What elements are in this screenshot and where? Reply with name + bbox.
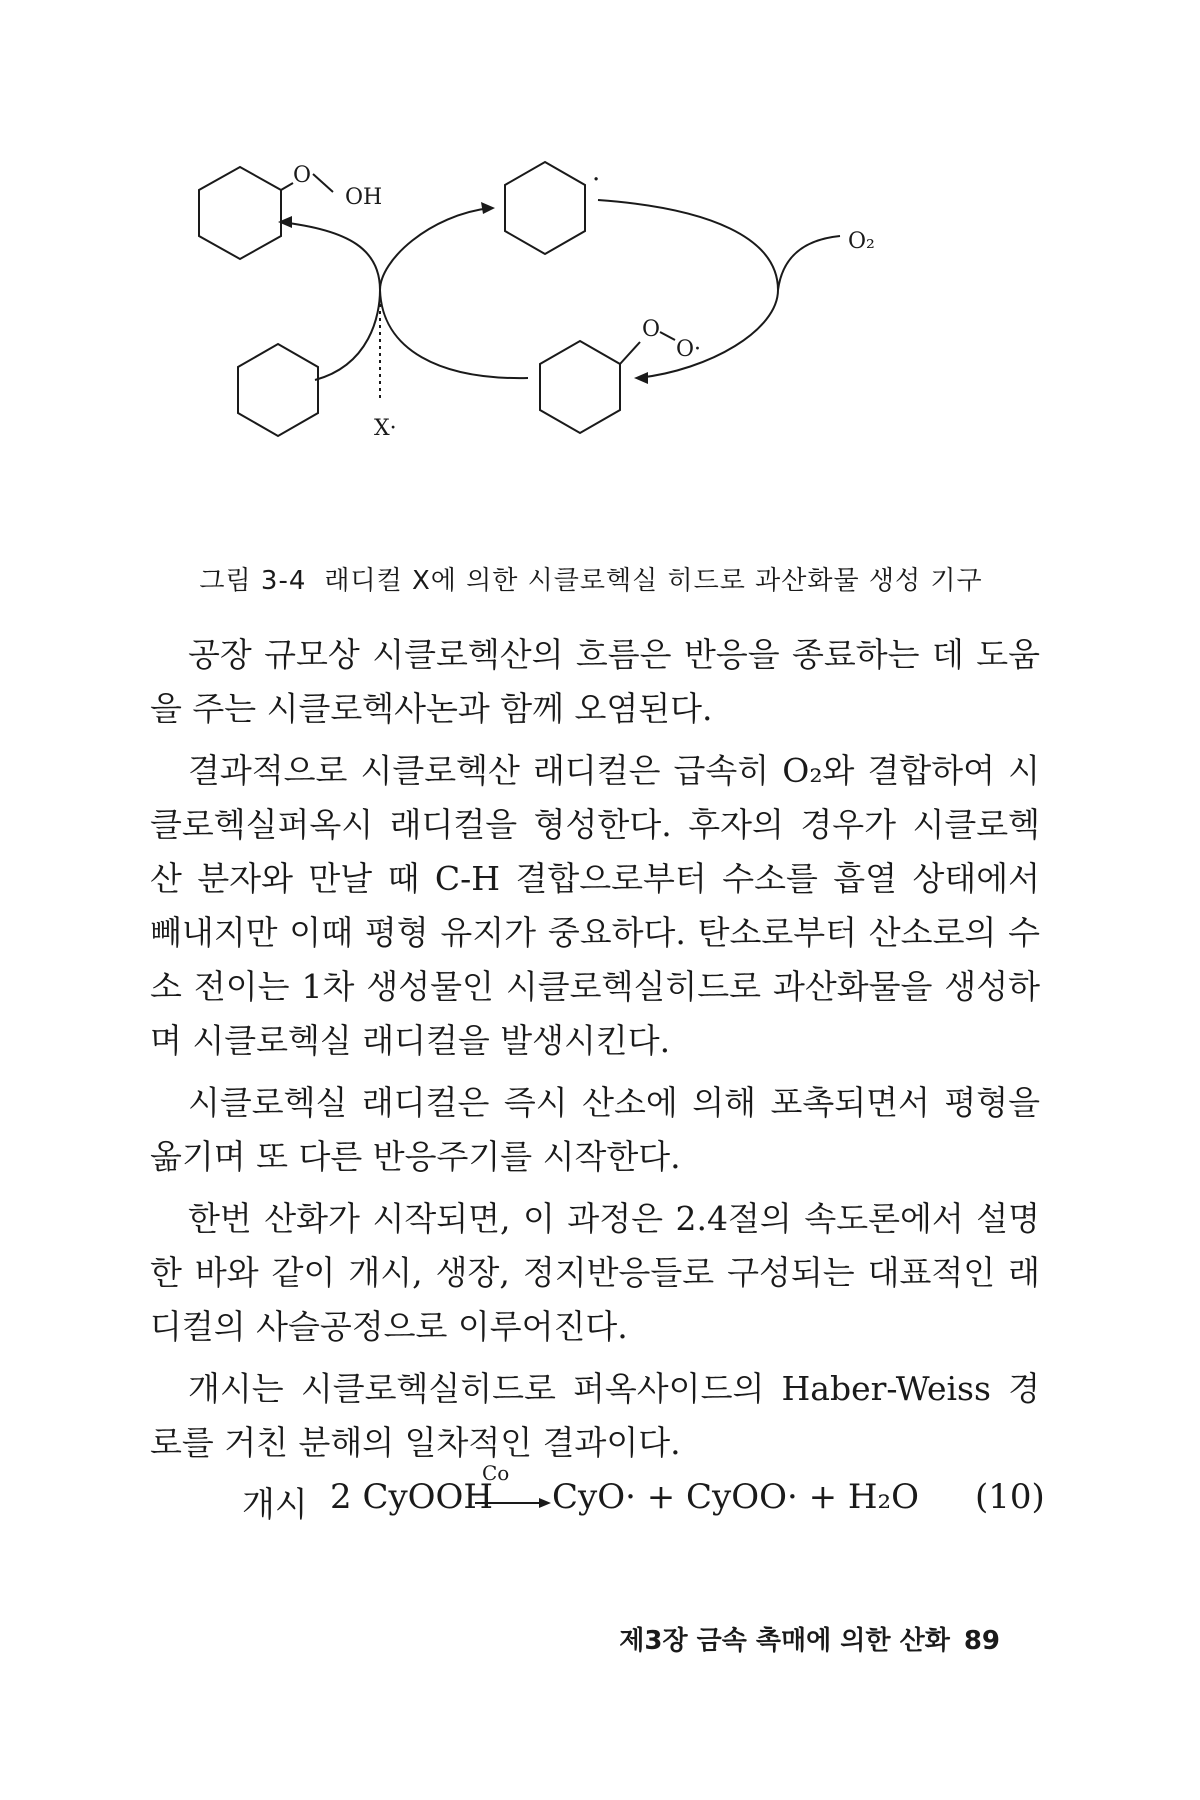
cyclohexane-ring-hydroperoxide — [199, 167, 281, 259]
equation-number: (10) — [975, 1477, 1045, 1517]
equation-label: 개시 — [242, 1485, 308, 1525]
paragraph: 한번 산화가 시작되면, 이 과정은 2.4절의 속도론에서 설명한 바와 같이 개시, 생장, 정지반응들로 구성되는 대표적인 래디컬의 사슬공정으로 이루어진다. — [150, 1199, 1040, 1346]
reaction-mechanism-figure — [150, 150, 1050, 530]
paragraph: 개시는 시클로헥실히드로 퍼옥사이드의 Haber-Weiss 경로를 거친 분해의 일차적인 결과이다. — [150, 1369, 1040, 1462]
label-x-radical: X· — [374, 416, 397, 441]
paragraph: 공장 규모상 시클로헥산의 흐름은 반응을 종료하는 데 도움을 주는 시클로헥사논과 함께 오염된다. — [150, 635, 1040, 728]
paragraph: 결과적으로 시클로헥산 래디컬은 급속히 O₂와 결합하여 시클로헥실퍼옥시 래디컬을 형성한다. 후자의 경우가 시클로헥산 분자와 만날 때 C-H 결합으로부터 수소를 흡열 상태에서 빼내지만 이때 평형 유지가 중요하다. 탄소로부터 산소로의 수소 전이는 1차 생성물인 시클로헥실히드로 과산화물을 생성하며 시클로헥실 래디컬을 발생시킨다. — [150, 751, 1040, 1060]
label-oh: OH — [345, 185, 383, 210]
equation-10 — [0, 1461, 1200, 1535]
arrowhead-top — [481, 202, 495, 214]
label-peroxy-o2: O· — [676, 337, 702, 362]
reaction-cycle-diagram — [150, 150, 1050, 530]
figure-caption — [0, 560, 1200, 597]
equation-products: CyO· + CyOO· + H₂O — [552, 1477, 920, 1517]
reaction-arrow-icon — [465, 1465, 565, 1525]
label-peroxy-o1: O — [642, 317, 661, 342]
body-text — [150, 628, 1040, 1478]
figure-number: 그림 3-4 — [199, 566, 307, 596]
arrowhead-bottom — [634, 372, 648, 384]
page-number: 89 — [963, 1626, 1000, 1656]
cyclohexane-ring-substrate — [238, 344, 318, 436]
equation-reactant: 2 CyOOH — [330, 1477, 494, 1517]
chapter-title: 제3장 금속 촉매에 의한 산화 — [619, 1626, 950, 1656]
cyclohexane-ring-peroxy — [540, 341, 620, 433]
equation-catalyst: Co — [482, 1461, 510, 1485]
paragraph: 시클로헥실 래디컬은 즉시 산소에 의해 포촉되면서 평형을 옮기며 또 다른 반응주기를 시작한다. — [150, 1083, 1040, 1176]
label-o-top: O — [293, 163, 312, 188]
label-radical-dot: · — [592, 165, 601, 195]
page-footer — [0, 1620, 1000, 1657]
label-o2: O₂ — [848, 229, 875, 254]
cyclohexane-ring-radical — [505, 162, 585, 254]
figure-caption-text: 래디컬 X에 의한 시클로헥실 히드로 과산화물 생성 기구 — [324, 566, 983, 596]
